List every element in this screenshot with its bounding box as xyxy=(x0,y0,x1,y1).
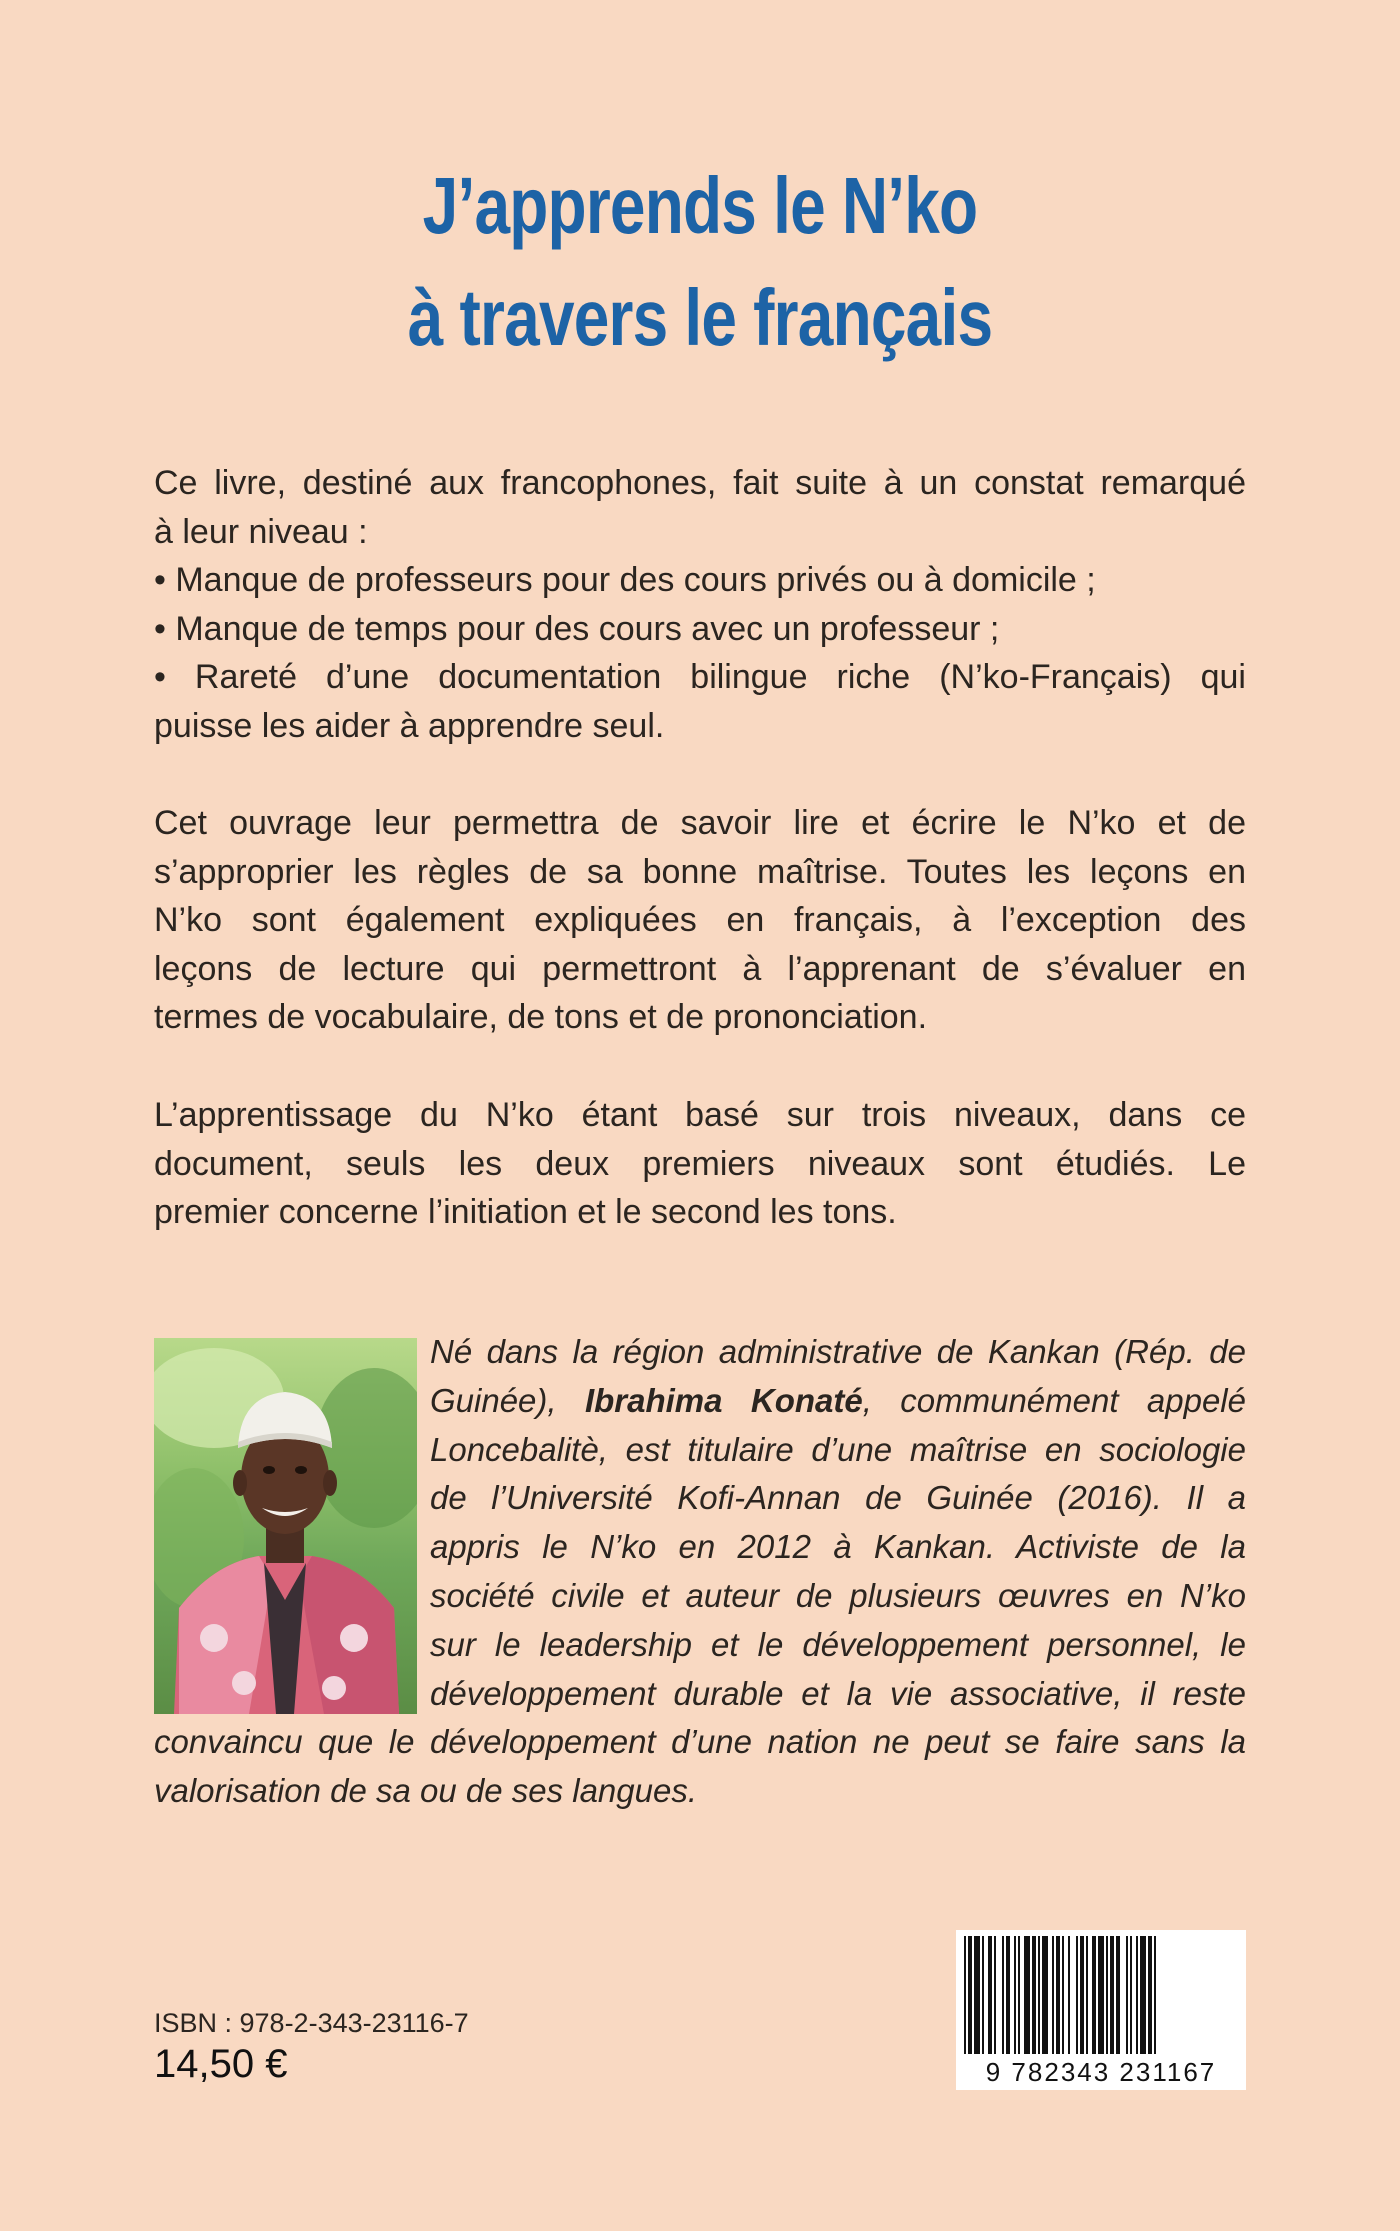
barcode-bar xyxy=(1140,1936,1146,2054)
barcode-bar xyxy=(974,1936,980,2054)
isbn: ISBN : 978-2-343-23116-7 xyxy=(154,2008,469,2038)
price: 14,50 € xyxy=(154,2042,288,2086)
barcode-bar xyxy=(1056,1936,1060,2054)
barcode-bar xyxy=(1024,1936,1030,2054)
barcode-bar xyxy=(1080,1936,1084,2054)
author-photo xyxy=(154,1338,417,1714)
barcode-bar xyxy=(1042,1936,1048,2054)
barcode-bar xyxy=(1032,1936,1036,2054)
bio-line: développement durable et la vie associative, il reste xyxy=(430,1674,1246,1712)
text-line: termes de vocabulaire, de tons et de prononciation. xyxy=(154,998,928,1036)
barcode-bar xyxy=(964,1936,966,2054)
text-line: premier concerne l’initiation et le second les tons. xyxy=(154,1193,897,1231)
barcode-bar xyxy=(1092,1936,1096,2054)
author-bio-continued xyxy=(154,1718,1246,1816)
barcode-bar xyxy=(1062,1936,1064,2054)
bio-line: sur le leadership et le développement personnel, le xyxy=(430,1625,1246,1663)
bullet-item: • Rareté d’une documentation bilingue riche (N’ko-Français) qui xyxy=(154,658,1246,696)
text-line: leçons de lecture qui permettront à l’apprenant de s’évaluer en xyxy=(154,949,1246,988)
author-name: Ibrahima Konaté xyxy=(584,1381,863,1419)
blurb-paragraph-2 xyxy=(154,799,1246,1042)
text-line: N’ko sont également expliquées en français, à l’exception des xyxy=(154,901,1246,939)
bio-line: appris le N’ko en 2012 à Kankan. Activiste de la xyxy=(430,1528,1246,1566)
author-bio-text xyxy=(430,1328,1246,1718)
bullet-item: • Manque de professeurs pour des cours privés ou à domicile ; xyxy=(154,561,1096,599)
bio-line: valorisation de sa ou de ses langues. xyxy=(154,1771,698,1809)
barcode-bar xyxy=(1006,1936,1010,2054)
blurb-paragraph-1 xyxy=(154,459,1246,750)
title-line-1: J’apprends le N’ko xyxy=(422,161,978,250)
author-portrait-image xyxy=(154,1338,417,1714)
barcode-bar xyxy=(968,1936,972,2054)
barcode-bar xyxy=(1116,1936,1120,2054)
bio-line: Né dans la région administrative de Kankan (Rép. de xyxy=(430,1333,1246,1370)
text-line: Cet ouvrage leur permettra de savoir lire et écrire le N’ko et de xyxy=(154,804,1246,842)
barcode-bar xyxy=(1136,1936,1138,2054)
barcode-bar xyxy=(1076,1936,1078,2054)
barcode xyxy=(956,1930,1246,2090)
bio-line: convaincu que le développement d’une nation ne peut se faire sans la xyxy=(154,1723,1246,1760)
barcode-bar xyxy=(1110,1936,1114,2054)
barcode-bar xyxy=(1130,1936,1132,2054)
barcode-bar xyxy=(994,1936,996,2054)
text-line: document, seuls les deux premiers niveaux sont étudiés. Le xyxy=(154,1144,1246,1183)
bio-line: société civile et auteur de plusieurs œuvres en N’ko xyxy=(430,1576,1246,1614)
bio-line: Guinée), Ibrahima Konaté, communément appelé xyxy=(430,1381,1246,1419)
barcode-bar xyxy=(1098,1936,1104,2054)
barcode-bar xyxy=(1002,1936,1004,2054)
barcode-bar xyxy=(1154,1936,1156,2054)
blurb-paragraph-3 xyxy=(154,1091,1246,1237)
bio-line: de l’Université Kofi-Annan de Guinée (2016). Il a xyxy=(430,1479,1246,1517)
text-line: puisse les aider à apprendre seul. xyxy=(154,706,665,745)
barcode-bar xyxy=(1148,1936,1152,2054)
barcode-bar xyxy=(1052,1936,1054,2054)
text-line: à leur niveau : xyxy=(154,512,368,551)
barcode-bar xyxy=(982,1936,984,2054)
book-title xyxy=(140,150,1260,374)
barcode-bar xyxy=(1068,1936,1070,2054)
text-line: L’apprentissage du N’ko étant basé sur trois niveaux, dans ce xyxy=(154,1096,1246,1134)
barcode-bar xyxy=(1018,1936,1020,2054)
text-line: Ce livre, destiné aux francophones, fait suite à un constat remarqué xyxy=(154,464,1246,502)
bio-line: Loncebalitè, est titulaire d’une maîtrise en sociologie xyxy=(430,1430,1246,1468)
text-line: s’approprier les règles de sa bonne maîtrise. Toutes les leçons en xyxy=(154,852,1246,891)
title-line-2: à travers le français xyxy=(407,273,993,362)
barcode-bar xyxy=(1014,1936,1016,2054)
barcode-number: 9 782343 231167 xyxy=(956,2057,1246,2088)
barcode-bar xyxy=(1106,1936,1108,2054)
barcode-bar xyxy=(1126,1936,1128,2054)
barcode-bar xyxy=(1086,1936,1088,2054)
barcode-bar xyxy=(988,1936,992,2054)
barcode-bar xyxy=(1038,1936,1040,2054)
bullet-item: • Manque de temps pour des cours avec un professeur ; xyxy=(154,609,1000,648)
